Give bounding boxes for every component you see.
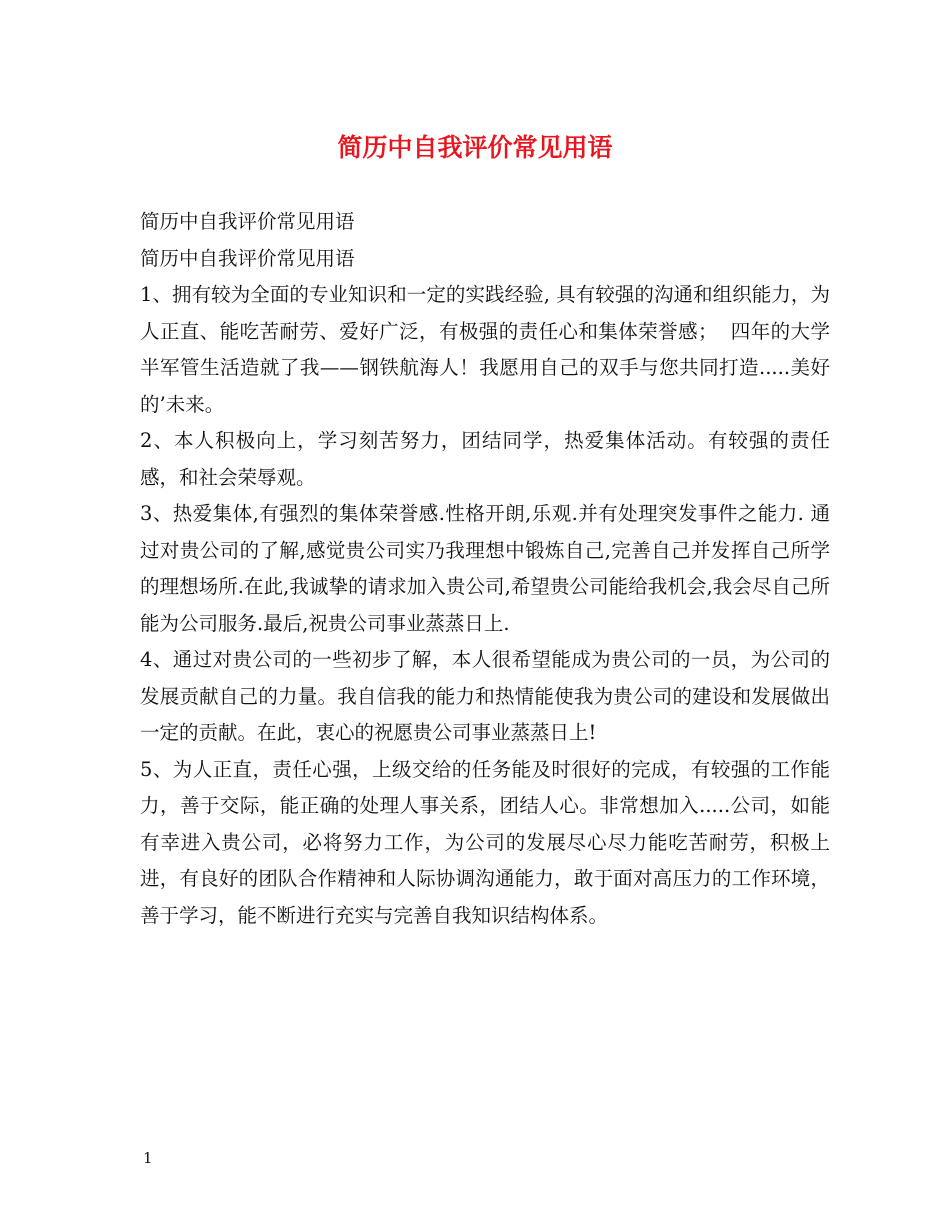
document-body [140, 204, 830, 934]
paragraph-item-4: 4、通过对贵公司的一些初步了解，本人很希望能成为贵公司的一员，为公司的发展贡献自己的力量。我自信我的能力和热情能使我为贵公司的建设和发展做出一定的贡献。在此，衷心的祝愿贵公司事业蒸蒸日上! [140, 648, 830, 744]
paragraph-item-5: 5、为人正直，责任心强，上级交给的任务能及时很好的完成，有较强的工作能力，善于交际，能正确的处理人事关系，团结人心。非常想加入.....公司，如能有幸进入贵公司，必将努力工作，为公司的发展尽心尽力能吃苦耐劳，积极上进，有良好的团队合作精神和人际协调沟通能力，敢于面对高压力的工作环境，善于学习，能不断进行充实与完善自我知识结构体系。 [140, 757, 830, 927]
paragraph-item-2: 2、本人积极向上，学习刻苦努力，团结同学，热爱集体活动。有较强的责任感，和社会荣辱观。 [140, 429, 830, 489]
subtitle-line: 简历中自我评价常见用语 [140, 246, 355, 270]
paragraph-item-1: 1、拥有较为全面的专业知识和一定的实践经验, 具有较强的沟通和组织能力，为人正直、能吃苦耐劳、爱好广泛，有极强的责任心和集体荣誉感； 四年的大学半军管生活造就了我——钢铁航海人！我愿用自己的双手与您共同打造.....美好的’未来。 [140, 283, 830, 416]
page-number: 1 [143, 1149, 153, 1167]
document-title: 简历中自我评价常见用语 [337, 133, 613, 162]
subtitle-line: 简历中自我评价常见用语 [140, 210, 355, 233]
paragraph-item-3: 3、热爱集体,有强烈的集体荣誉感.性格开朗,乐观.并有处理突发事件之能力. 通过对贵公司的了解,感觉贵公司实乃我理想中锻炼自己,完善自己并发挥自己所学的理想场所.在此,我诚挚的请求加入贵公司,希望贵公司能给我机会,我会尽自己所能为公司服务.最后,祝贵公司事业蒸蒸日上. [140, 502, 830, 635]
